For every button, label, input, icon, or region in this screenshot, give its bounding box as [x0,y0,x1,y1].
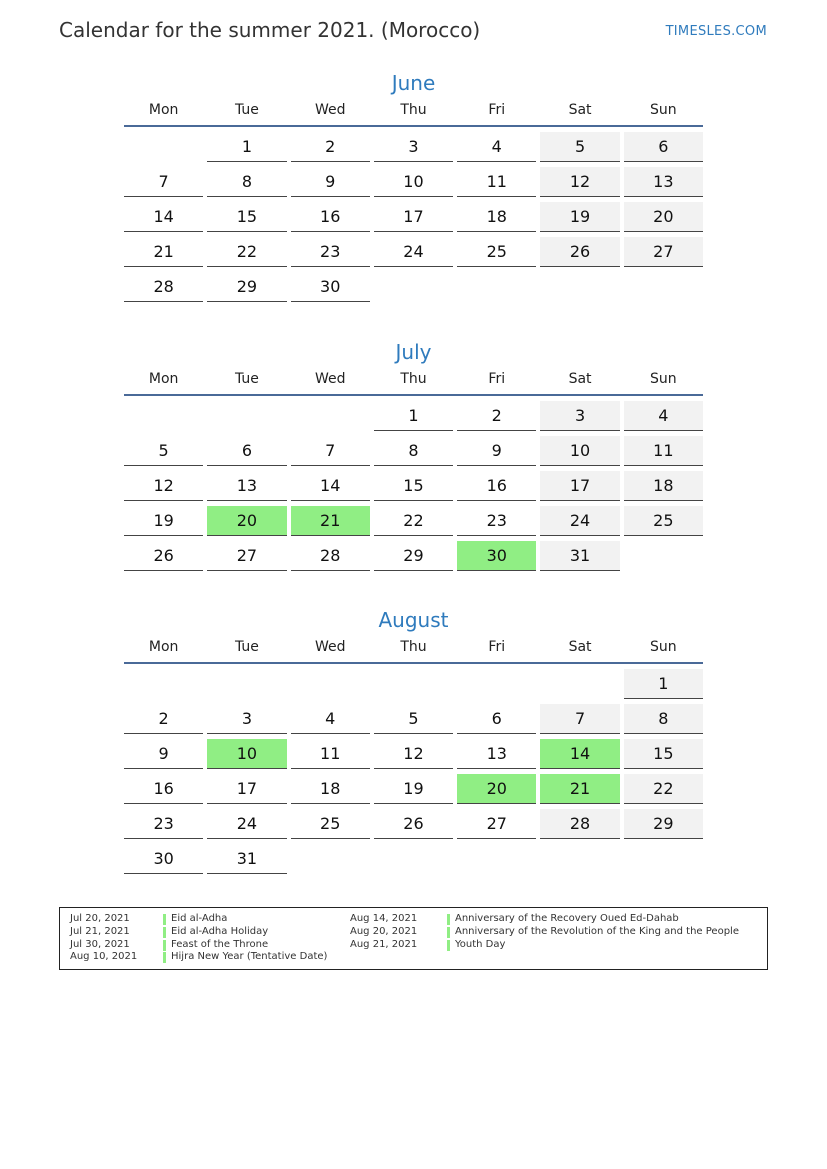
weekday-label: Wed [314,371,346,387]
day-cell[interactable]: 31 [540,541,619,571]
day-cell[interactable]: 14 [291,471,370,501]
weekday-label: Wed [314,639,346,655]
day-cell[interactable]: 1 [374,401,453,431]
holiday-day-cell[interactable]: 21 [540,774,619,804]
day-cell[interactable]: 3 [374,132,453,162]
week-row [124,272,703,302]
day-cell[interactable]: 3 [207,704,286,734]
week-row [124,167,703,197]
holiday-day-cell[interactable]: 14 [540,739,619,769]
day-cell[interactable]: 10 [540,436,619,466]
holiday-day-cell[interactable]: 20 [457,774,536,804]
day-cell[interactable]: 2 [124,704,203,734]
day-cell[interactable]: 23 [457,506,536,536]
legend-item [70,939,340,952]
day-cell[interactable]: 27 [207,541,286,571]
day-cell[interactable]: 9 [291,167,370,197]
brand-link[interactable]: TIMESLES.COM [665,24,767,39]
empty-day-cell [624,541,703,571]
holiday-day-cell[interactable]: 30 [457,541,536,571]
legend-holiday-name: Eid al-Adha Holiday [171,925,269,937]
legend-date: Jul 21, 2021 [70,925,130,937]
day-cell[interactable]: 7 [291,436,370,466]
holiday-color-marker [163,940,166,951]
day-cell[interactable]: 30 [291,272,370,302]
day-cell[interactable]: 17 [374,202,453,232]
day-cell[interactable]: 30 [124,844,203,874]
legend-item [70,951,340,964]
weekday-label: Wed [314,102,346,118]
weekday-label: Tue [234,371,259,387]
day-cell[interactable]: 21 [124,237,203,267]
month-june [124,66,703,307]
week-row [124,401,703,431]
holiday-day-cell[interactable]: 20 [207,506,286,536]
day-cell[interactable]: 11 [291,739,370,769]
week-row [124,506,703,536]
month-title: August [378,608,449,632]
day-cell[interactable]: 15 [207,202,286,232]
week-row [124,436,703,466]
day-cell[interactable]: 15 [624,739,703,769]
day-cell[interactable]: 8 [207,167,286,197]
holiday-color-marker [447,927,450,938]
day-cell[interactable]: 22 [374,506,453,536]
empty-day-cell [291,669,370,699]
empty-day-cell [124,401,203,431]
day-cell[interactable]: 28 [540,809,619,839]
legend-date: Aug 14, 2021 [350,913,418,924]
day-cell[interactable]: 9 [457,436,536,466]
day-cell[interactable]: 22 [207,237,286,267]
holiday-day-cell[interactable]: 10 [207,739,286,769]
empty-day-cell [374,844,453,874]
day-cell[interactable]: 22 [624,774,703,804]
weekday-label: Thu [400,102,427,118]
day-cell[interactable]: 18 [457,202,536,232]
week-row [124,809,703,839]
week-grid [124,396,703,571]
legend-column-left [70,913,340,964]
weekday-label: Tue [234,102,259,118]
day-cell[interactable]: 16 [457,471,536,501]
empty-day-cell [291,844,370,874]
day-cell[interactable]: 12 [540,167,619,197]
day-cell[interactable]: 25 [457,237,536,267]
day-cell[interactable]: 10 [374,167,453,197]
month-july [124,335,703,576]
holiday-legend [59,907,768,970]
week-row [124,739,703,769]
legend-holiday-name: Feast of the Throne [171,938,269,950]
day-cell[interactable]: 18 [291,774,370,804]
day-cell[interactable]: 18 [624,471,703,501]
day-cell[interactable]: 24 [540,506,619,536]
day-cell[interactable]: 28 [291,541,370,571]
week-row [124,704,703,734]
legend-date: Jul 30, 2021 [70,938,130,950]
day-cell[interactable]: 4 [457,132,536,162]
day-cell[interactable]: 12 [374,739,453,769]
day-cell[interactable]: 4 [291,704,370,734]
day-cell[interactable]: 13 [207,471,286,501]
day-cell[interactable]: 7 [540,704,619,734]
day-cell[interactable]: 26 [540,237,619,267]
holiday-color-marker [163,914,166,925]
day-cell[interactable]: 8 [624,704,703,734]
day-cell[interactable]: 6 [624,132,703,162]
legend-date: Jul 20, 2021 [70,913,130,924]
legend-item [350,913,760,926]
empty-day-cell [291,401,370,431]
weekday-label: Tue [234,639,259,655]
empty-day-cell [624,844,703,874]
legend-item [350,926,760,939]
day-cell[interactable]: 5 [124,436,203,466]
day-cell[interactable]: 19 [374,774,453,804]
day-cell[interactable]: 26 [124,541,203,571]
day-cell[interactable]: 1 [624,669,703,699]
day-cell[interactable]: 17 [540,471,619,501]
holiday-color-marker [163,952,166,963]
legend-item [350,939,760,952]
day-cell[interactable]: 23 [291,237,370,267]
weekday-label: Fri [488,371,506,387]
legend-date: Aug 20, 2021 [350,925,418,937]
day-cell[interactable]: 13 [624,167,703,197]
day-cell[interactable]: 12 [124,471,203,501]
day-cell[interactable]: 20 [624,202,703,232]
weekday-label: Sat [568,371,592,387]
empty-day-cell [374,669,453,699]
holiday-color-marker [447,914,450,925]
day-cell[interactable]: 8 [374,436,453,466]
day-cell[interactable]: 11 [624,436,703,466]
weekday-label: Mon [148,371,179,387]
week-row [124,774,703,804]
week-row [124,541,703,571]
day-cell[interactable]: 11 [457,167,536,197]
empty-day-cell [624,272,703,302]
month-title: July [395,340,432,364]
empty-day-cell [207,669,286,699]
legend-column-right [350,913,760,951]
day-cell[interactable]: 25 [291,809,370,839]
legend-item [70,926,340,939]
day-cell[interactable]: 5 [540,132,619,162]
empty-day-cell [124,132,203,162]
weekday-header [124,369,703,396]
weekday-label: Sun [650,371,677,387]
week-grid [124,664,703,874]
day-cell[interactable]: 2 [457,401,536,431]
weekday-label: Fri [488,102,506,118]
empty-day-cell [457,272,536,302]
day-cell[interactable]: 13 [457,739,536,769]
day-cell[interactable]: 4 [624,401,703,431]
day-cell[interactable]: 7 [124,167,203,197]
empty-day-cell [540,844,619,874]
weekday-label: Sat [568,102,592,118]
weekday-label: Mon [148,639,179,655]
day-cell[interactable]: 17 [207,774,286,804]
day-cell[interactable]: 5 [374,704,453,734]
day-cell[interactable]: 29 [207,272,286,302]
day-cell[interactable]: 24 [207,809,286,839]
legend-date: Aug 21, 2021 [350,938,418,950]
day-cell[interactable]: 3 [540,401,619,431]
holiday-color-marker [447,940,450,951]
legend-item [70,913,340,926]
day-cell[interactable]: 9 [124,739,203,769]
day-cell[interactable]: 1 [207,132,286,162]
day-cell[interactable]: 6 [207,436,286,466]
page-title: Calendar for the summer 2021. (Morocco) [59,18,481,42]
legend-holiday-name: Hijra New Year (Tentative Date) [171,951,328,963]
week-row [124,132,703,162]
day-cell[interactable]: 31 [207,844,286,874]
legend-holiday-name: Anniversary of the Revolution of the King and the People [455,925,739,937]
day-cell[interactable]: 19 [124,506,203,536]
holiday-color-marker [163,927,166,938]
legend-holiday-name: Eid al-Adha [171,913,228,924]
empty-day-cell [124,669,203,699]
day-cell[interactable]: 27 [624,237,703,267]
month-title: June [391,71,436,95]
month-august [124,603,703,879]
weekday-label: Thu [400,639,427,655]
day-cell[interactable]: 2 [291,132,370,162]
week-grid [124,127,703,302]
weekday-label: Sun [650,102,677,118]
legend-holiday-name: Anniversary of the Recovery Oued Ed-Dahab [455,913,679,924]
day-cell[interactable]: 23 [124,809,203,839]
day-cell[interactable]: 19 [540,202,619,232]
empty-day-cell [374,272,453,302]
holiday-day-cell[interactable]: 21 [291,506,370,536]
empty-day-cell [540,669,619,699]
day-cell[interactable]: 29 [374,541,453,571]
empty-day-cell [457,669,536,699]
weekday-header [124,637,703,664]
week-row [124,669,703,699]
day-cell[interactable]: 24 [374,237,453,267]
weekday-label: Thu [400,371,427,387]
day-cell[interactable]: 25 [624,506,703,536]
day-cell[interactable]: 27 [457,809,536,839]
legend-holiday-name: Youth Day [455,938,506,950]
empty-day-cell [207,401,286,431]
week-row [124,471,703,501]
week-row [124,202,703,232]
empty-day-cell [540,272,619,302]
empty-day-cell [457,844,536,874]
weekday-label: Sun [650,639,677,655]
day-cell[interactable]: 16 [291,202,370,232]
weekday-label: Fri [488,639,506,655]
day-cell[interactable]: 28 [124,272,203,302]
day-cell[interactable]: 26 [374,809,453,839]
day-cell[interactable]: 29 [624,809,703,839]
weekday-header [124,100,703,127]
day-cell[interactable]: 14 [124,202,203,232]
weekday-label: Mon [148,102,179,118]
day-cell[interactable]: 6 [457,704,536,734]
legend-date: Aug 10, 2021 [70,951,138,963]
day-cell[interactable]: 15 [374,471,453,501]
week-row [124,237,703,267]
week-row [124,844,703,874]
day-cell[interactable]: 16 [124,774,203,804]
weekday-label: Sat [568,639,592,655]
